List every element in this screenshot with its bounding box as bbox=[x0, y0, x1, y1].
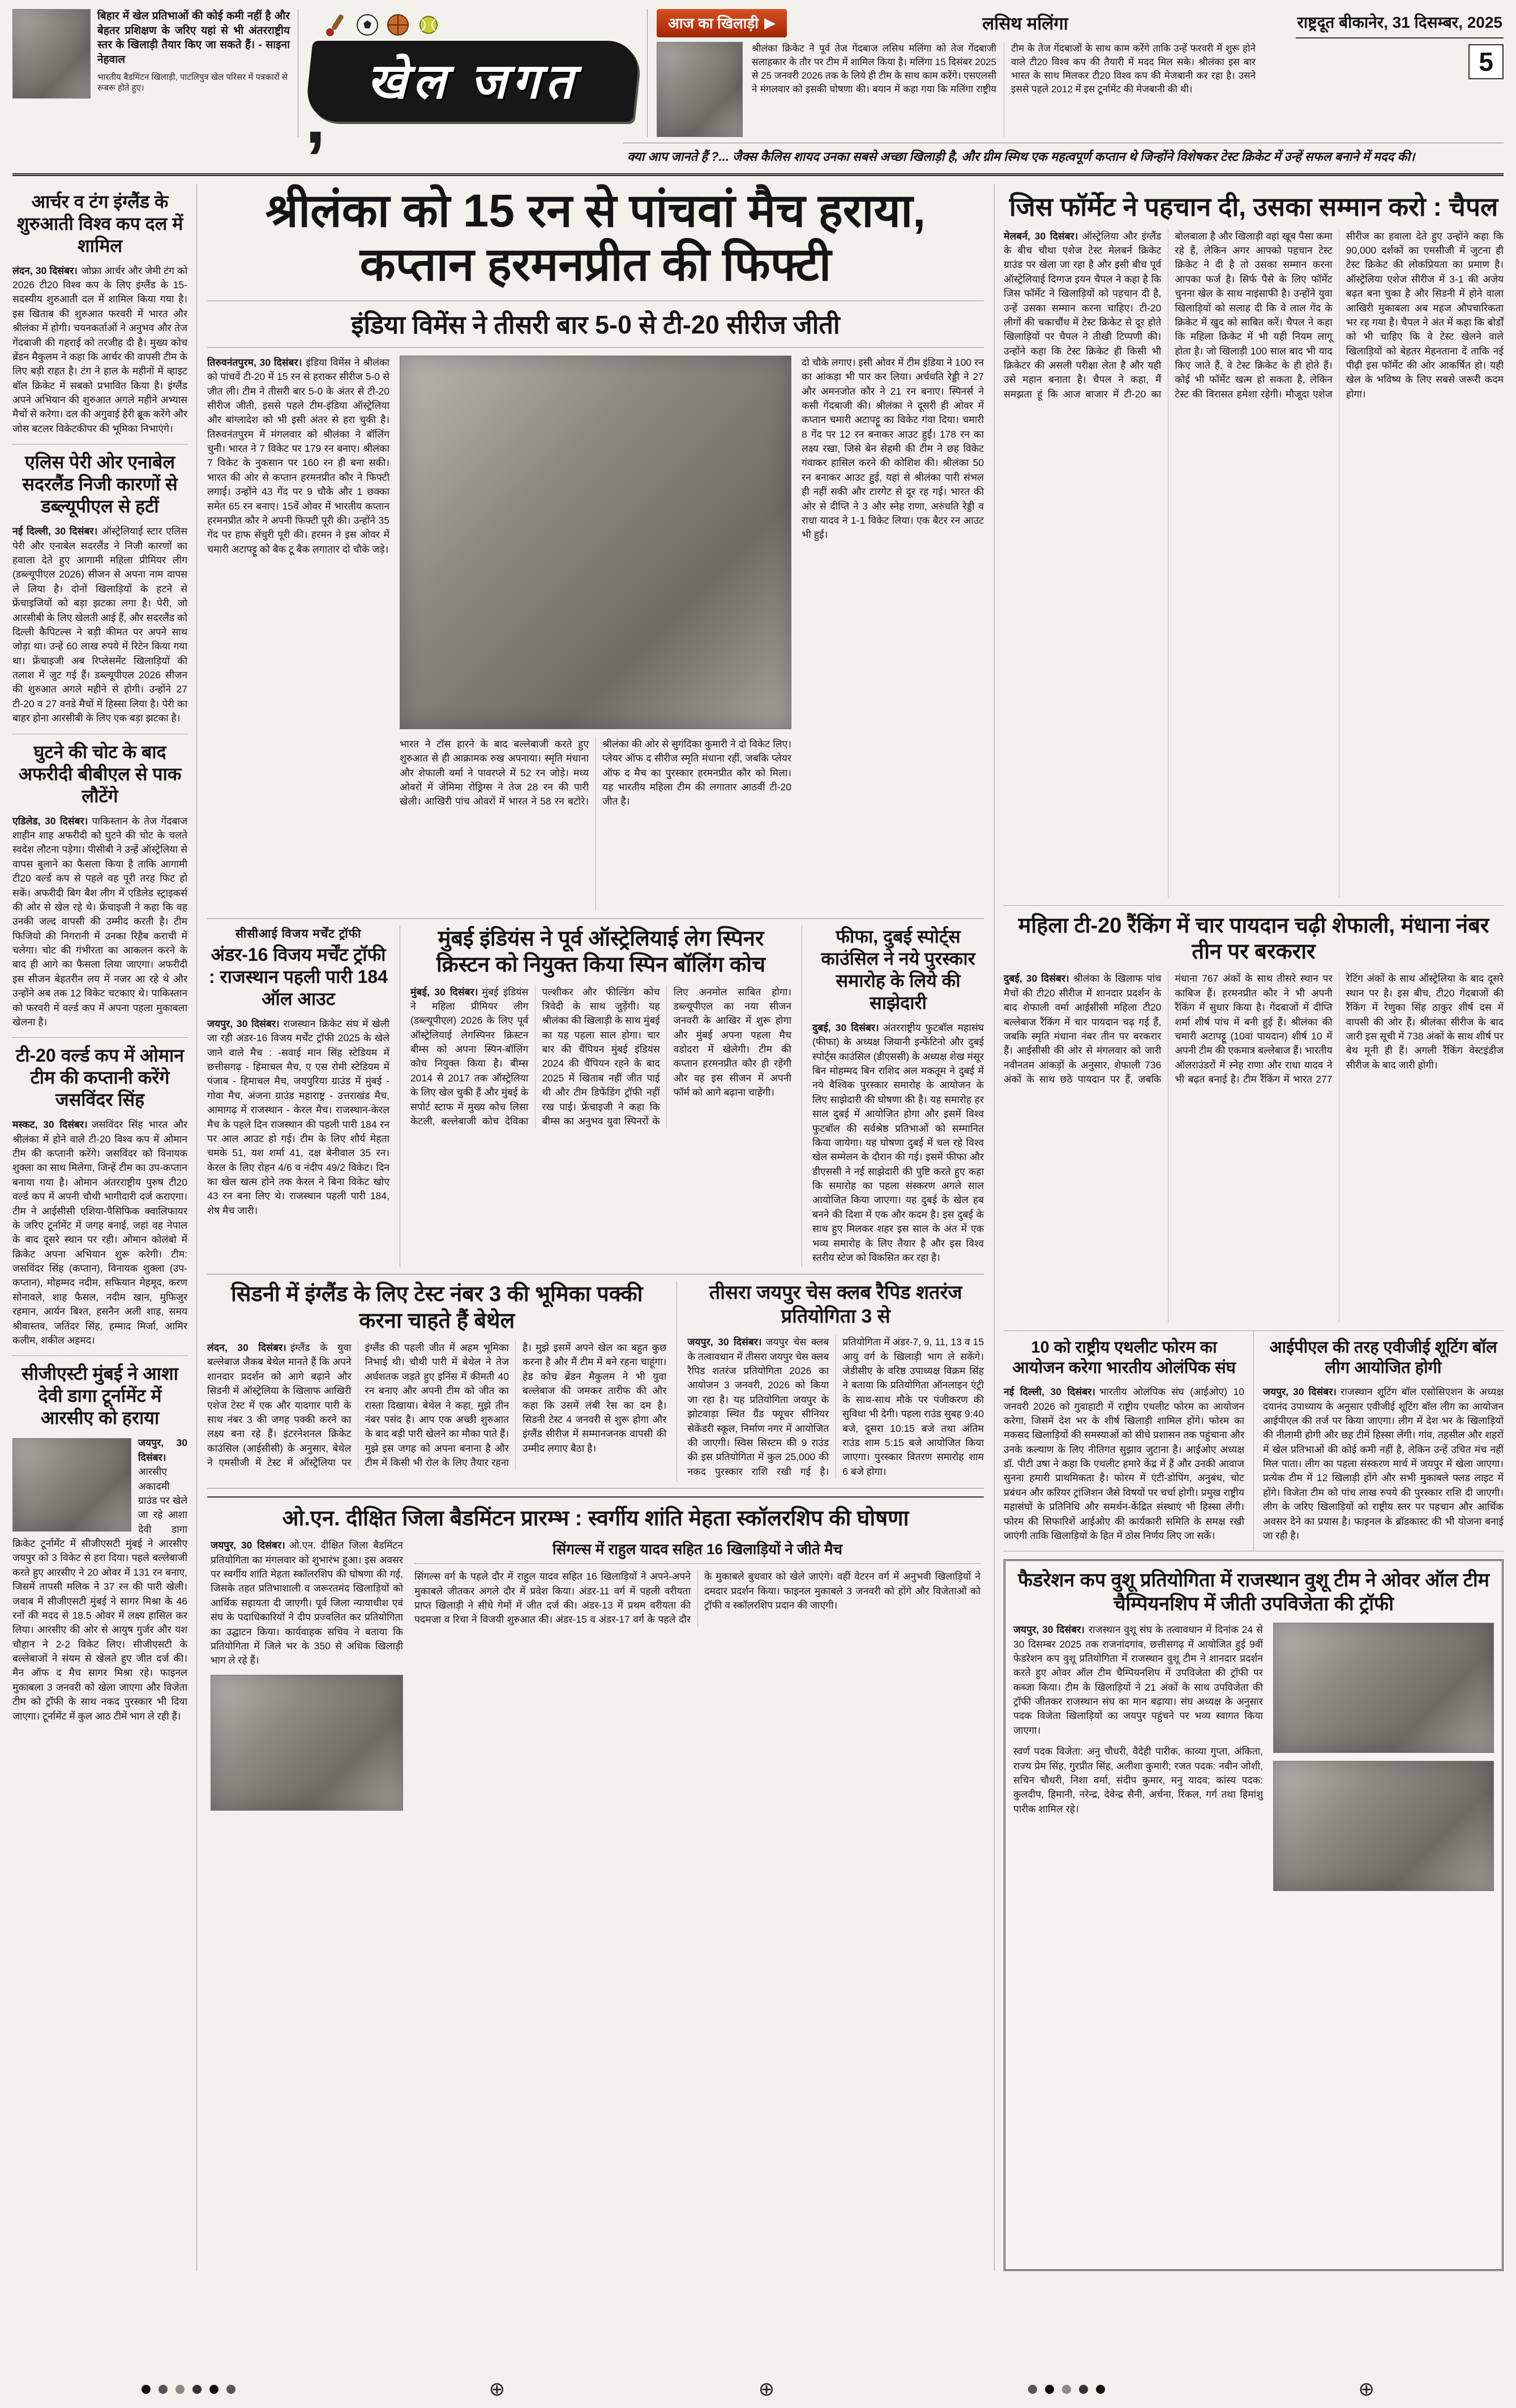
article-shooting-ball-league bbox=[1253, 1331, 1504, 1551]
article-subhead: सिंगल्स में राहुल यादव सहित 16 खिलाड़ियों ने जीते मैच bbox=[414, 1538, 980, 1564]
basketball-icon bbox=[386, 12, 410, 37]
football-icon bbox=[355, 12, 380, 37]
medal-winners-list: स्वर्ण पदक विजेता: अनु चौधरी, वैदेही पारीक, काव्या गुप्ता, अंकिता, राज्य प्रेम सिंह, गुरप्रीत सिंह, अलीशा कुमारी; रजत पदक: नवीन जोशी, सचिन चौधरी, निशा वर्मा, संदीप कुमार, मनु यादव; कांस्य पदक: कुलदीप, हिमानी, नरेन्द्र, देवेन्द्र सैनी, अर्चना, रिंकल, गर्ग तथा हिमांशु पारीक शामिल रहे। bbox=[1013, 1746, 1263, 1815]
article-mumbai-indians bbox=[400, 926, 791, 1268]
wushu-team-photo-1 bbox=[1273, 1623, 1494, 1753]
dateline: मेलबर्न, 30 दिसंबर। bbox=[1004, 230, 1078, 242]
article-title: आईपीएल की तरह एवीजीई शूटिंग बॉल लीग आयोजित होगी bbox=[1269, 1338, 1497, 1377]
article-title: सीजीएस्टी मुंबई ने आशा देवी डागा टूर्नामेंट में आरसीए को हराया bbox=[22, 1363, 178, 1428]
center-column bbox=[207, 184, 984, 2271]
page-number: 5 bbox=[1468, 44, 1504, 79]
article-fifa-dubai bbox=[802, 926, 984, 1268]
article-title: ओ.एन. दीक्षित जिला बैडमिंटन प्रारम्भ : स्वर्गीय शांति मेहता स्कॉलरशिप की घोषणा bbox=[282, 1507, 909, 1530]
dateline: जयपुर, 30 दिसंबर। bbox=[1263, 1386, 1337, 1398]
article-body: जोफ्रा आर्चर और जेमी टंग को 2026 टी20 विश्व कप के लिए इंग्लैंड के 15-सदस्यीय शुरुआती दल में शामिल किया गया है। इस खिताब की शुरुआत फरवरी में भारत और श्रीलंका में होगी। चयनकर्ताओं ने अनुभव और तेज गेंदबाजी की गहराई को तरजीह दी है। मुख्य कोच ब्रेंडन मैकुलम ने कहा कि आर्चर की वापसी टीम के लिए बड़ी राहत है। टंग ने हाल के महीनों में व्हाइट बॉल क्रिकेट में सबको प्रभावित किया है। इंग्लैंड अपने अभियान की शुरुआत अगले महीने अभ्यास मैचों से करेगा। दल की अगुवाई हैरी ब्रूक करेंगे और जोस बटलर विकेटकीपर की भूमिका निभाएंगे। bbox=[12, 264, 188, 434]
registration-dot bbox=[175, 2385, 185, 2394]
dateline: नई दिल्ली, 30 दिसंबर। bbox=[1004, 1386, 1095, 1398]
article-body: अंतरराष्ट्रीय फुटबॉल महासंघ (फीफा) के अध्यक्ष जियानी इन्फेंटिनो और दुबई स्पोर्ट्स काउंसिल (डीएससी) के अध्यक्ष शेख मंसूर बिन मोहम्मद बिन राशिद अल मकतूम ने दुबई में नये वैश्विक पुरस्कार समारोह के आयोजन के लिए साझेदारी की घोषणा की है। यह समारोह हर साल दुबई में आयोजित होगा और इसमें विश्व फुटबॉल की सर्वश्रेष्ठ प्रतिभाओं को सम्मानित किया जायेगा। यह घोषणा दुबई में चल रहे विश्व खेल सम्मेलन के दौरान की गई। इसमें फीफा और डीएससी ने नई साझेदारी की पुष्टि करते हुए कहा कि समारोह का पहला संस्करण अगले साल आयोजित किया जाएगा। यह दुबई के खेल हब बनने की दिशा में एक और कदम है। इस दुबई के साथ हुए मिलकर शहर इस साल के अंत में एक भव्य समारोह के लिए तैयार है और इस विश्व स्तरीय स्टेज को विकसित कर रहा है। bbox=[812, 1021, 984, 1263]
registration-dot bbox=[209, 2385, 219, 2394]
arrow-icon: ▶ bbox=[764, 14, 776, 31]
main-story-photo bbox=[400, 356, 791, 729]
saina-quote-box bbox=[12, 9, 298, 137]
main-subheadline: इंडिया विमेंस ने तीसरी बार 5-0 से टी-20 सीरीज जीती bbox=[207, 301, 984, 348]
article-body-2: सिंगल्स वर्ग के पहले दौर में राहुल यादव सहित 16 खिलाड़ियों ने अपने-अपने मुकाबले जीतकर अगले दौर में प्रवेश किया। अंडर-11 वर्ग में पहली वरीयता प्राप्त खिलाड़ी ने सीधे गेमों में जीत दर्ज की। अंडर-13 में प्रथम वरीयता की पदमजा व रिचा ने विजयी शुरुआत की। अंडर-15 व अंडर-17 वर्ग के पहले दौर के मुकाबले बुधवार को खेले जाएंगे। वहीं वेटरन वर्ग में अनुभवी खिलाड़ियों ने दमदार प्रदर्शन किया। फाइनल मुकाबले 3 जनवरी को होंगे और विजेताओं को ट्रॉफी व स्कॉलरशिप प्रदान की जाएगी। bbox=[414, 1571, 980, 1626]
registration-mark: ⊕ bbox=[758, 2379, 775, 2400]
cricket-bat-ball-icon bbox=[324, 12, 349, 37]
registration-dot bbox=[1028, 2385, 1037, 2394]
main-content bbox=[0, 176, 1516, 2271]
article-womens-t20-ranking bbox=[1004, 906, 1504, 1332]
article-body: राजस्थान वुशू संघ के तत्वावधान में दिनांक 24 से 30 दिसम्बर 2025 तक राजनांदगांव, छत्तीसगढ़ में आयोजित हुई 9वीं फेडरेशन कप वुशू प्रतियोगिता में राजस्थान वुशू टीम ने शानदार प्रदर्शन करते हुए ओवर ऑल टीम चैम्पियनशिप में उपविजेता की ट्रॉफी पर कब्जा किया। टीम के खिलाड़ियों ने 21 अंकों के साथ उपविजेता की ट्रॉफी जीतकर राजस्थान संघ का मान बढ़ाया। संघ अध्यक्ष के अनुसार पदक विजेता खिलाड़ियों का जयपुर पहुंचने पर भव्य स्वागत किया जाएगा। bbox=[1013, 1624, 1263, 1736]
dateline: जयपुर, 30 दिसंबर। bbox=[138, 1437, 187, 1463]
edition-dateline: राष्ट्रदूत बीकानेर, 31 दिसम्बर, 2025 bbox=[1296, 9, 1504, 39]
saina-photo-caption: भारतीय बैडमिंटन खिलाड़ी, पाटलिपुत्र खेल परिसर में पत्रकारों से रूबरू होते हुए। bbox=[97, 72, 288, 93]
dateline: दुबई, 30 दिसंबर। bbox=[1004, 973, 1069, 985]
masthead-title: खेल जगत bbox=[367, 54, 579, 109]
player-of-the-day bbox=[647, 9, 1256, 137]
article-afridi bbox=[12, 734, 187, 1038]
registration-mark: ⊕ bbox=[489, 2379, 506, 2400]
registration-dot bbox=[1096, 2385, 1105, 2394]
article-body: पाकिस्तान के तेज गेंदबाज शाहीन शाह अफरीदी को घुटने की चोट के चलते स्वदेश लौटना पड़ेगा। पीसीबी ने उन्हें ऑस्ट्रेलिया से वापस बुलाने का फैसला किया है ताकि आगामी टी20 वर्ल्ड कप से पहले वह पूरी तरह फिट हो सकें। अफरीदी बिग बैश लीग में एडिलेड स्ट्राइकर्स की ओर से खेल रहे थे। फ्रेंचाइजी ने कहा कि वह उनकी जल्द वापसी की उम्मीद करती है। टीम फिजियो की निगरानी में उनका रिहैब कराची में चलेगा। चोट की गंभीरता का आकलन करने के बाद ही आगे का फैसला लिया जाएगा। अफरीदी इस सीजन बेहतरीन लय में नजर आ रहे थे और उन्होंने अब तक 12 विकेट चटकाए थे। पाकिस्तान को फरवरी में वर्ल्ड कप में अपना पहला मुकाबला खेलना है। bbox=[12, 815, 187, 1028]
saina-quote-text: बिहार में खेल प्रतिभाओं की कोई कमी नहीं है और बेहतर प्रशिक्षण के जरिए यहां से भी अंतरराष्ट्रीय स्तर के खिलाड़ी तैयार किए जा सकते हैं। - साइना नेहवाल bbox=[97, 10, 290, 66]
article-title: अंडर-16 विजय मर्चेंट ट्रॉफी : राजस्थान पहली पारी 184 ऑल आउट bbox=[208, 944, 388, 1009]
dateline: मुंबई, 30 दिसंबर। bbox=[410, 986, 478, 998]
article-title: फैडरेशन कप वुशू प्रतियोगिता में राजस्थान वुशू टीम ने ओवर ऑल टीम चैम्पियनशिप में जीती उपविजेता की ट्रॉफी bbox=[1018, 1569, 1489, 1615]
article-body: जयपुर चेस क्लब के तत्वावधान में तीसरा जयपुर चेस क्लब रैपिड शतरंज प्रतियोगिता 2026 का आयोजन 3 जनवरी, 2026 को किया जा रहा है। यह प्रतियोगिता जयपुर के झोटवाड़ा स्थित ग्रैंड फ्यूचर सीनियर सेकेंडरी स्कूल, निर्माण नगर में आयोजित की जाएगी। स्विस सिस्टम की 9 राउंड की इस प्रतियोगिता में कुल 25,000 की नकद पुरस्कार राशि रखी गई है। प्रतियोगिता में अंडर-7, 9, 11, 13 व 15 आयु वर्ग के खिलाड़ी भाग ले सकेंगे। जेडीसीए के वरिष्ठ उपाध्यक्ष विक्रम सिंह ने बताया कि प्रतियोगिता ऑनलाइन एंट्री के साथ-साथ मौके पर पंजीकरण की सुविधा भी देगी। पहला राउंड सुबह 9:40 बजे, दूसरा 10:15 बजे तथा अंतिम राउंड शाम 5:15 बजे आयोजित किया जाएगा। पुरस्कार वितरण समारोह शाम 6 बजे होगा। bbox=[687, 1336, 984, 1477]
registration-dot bbox=[142, 2385, 151, 2394]
masthead-banner bbox=[304, 41, 641, 122]
article-body: ओ.एन. दीक्षित जिला बैडमिंटन प्रतियोगिता का मंगलवार को शुभारंभ हुआ। इस अवसर पर स्वर्गीय शांति मेहता स्कॉलरशिप की घोषणा की गई, जिसके तहत प्रतिभाशाली व जरूरतमंद खिलाड़ियों को आर्थिक सहायता दी जाएगी। पूर्व जिला न्यायाधीश एवं संघ के पदाधिकारियों ने दीप प्रज्वलित कर प्रतियोगिता का उद्घाटन किया। कार्यवाहक सचिव ने बताया कि प्रतियोगिता में जिले भर के 350 से अधिक खिलाड़ी भाग ले रहे हैं। bbox=[211, 1539, 403, 1666]
player-of-day-label-text: आज का खिलाड़ी bbox=[668, 15, 759, 32]
did-you-know-strip: क्या आप जानते हैं ?... जैक्स कैलिस शायद उनका सबसे अच्छा खिलाड़ी है, और ग्रीम स्मिथ एक महत्वपूर्ण कप्तान थे जिन्होंने विशेषकर टेस्ट क्रिकेट में उन्हें सफल बनाने में मदद की। bbox=[623, 143, 1504, 169]
article-title: एलिस पेरी ओर एनाबेल सदरलैंड निजी कारणों से डब्ल्यूपीएल से हटीं bbox=[22, 452, 178, 517]
article-jaipur-chess bbox=[676, 1281, 984, 1481]
article-title: टी-20 वर्ल्ड कप में ओमान टीम की कप्तानी करेंगे जसविंदर सिंह bbox=[16, 1045, 184, 1110]
article-oman-captain bbox=[12, 1038, 187, 1356]
sports-icons bbox=[324, 12, 637, 37]
article-body: भारतीय ओलंपिक संघ (आईओए) 10 जनवरी 2026 को गुवाहाटी में राष्ट्रीय एथलीट फोरम का आयोजन करेगा, जिसमें देश भर के शीर्ष खिलाड़ी शामिल होंगे। फोरम का मकसद खिलाड़ियों की समस्याओं को सीधे प्रशासन तक पहुंचाना और उनके कल्याण के लिए नीतिगत सुझाव जुटाना है। आईओए अध्यक्ष डॉ. पीटी उषा ने कहा कि एथलीट हमारे केंद्र में हैं और उनकी आवाज सुनना हमारी प्राथमिकता है। फोरम में एंटी-डोपिंग, अनुबंध, चोट प्रबंधन और करियर ट्रांजिशन जैसे विषयों पर चर्चा होगी। प्रमुख राष्ट्रीय महासंघों के प्रतिनिधि और समर्थन-केंद्रित संस्थाएं भी हिस्सा लेंगी। फोरम की सिफारिशें आईओए की कार्यकारी समिति के समक्ष रखी जाएंगी ताकि खिलाड़ियों के हित में ठोस निर्णय लिए जा सकें। bbox=[1004, 1386, 1244, 1541]
left-column bbox=[12, 184, 197, 2271]
registration-dot bbox=[192, 2385, 202, 2394]
wushu-team-photo-2 bbox=[1273, 1761, 1494, 1891]
edition-meta bbox=[1266, 9, 1504, 137]
article-title: 10 को राष्ट्रीय एथलीट फोरम का आयोजन करेगा भारतीय ओलंपिक संघ bbox=[1012, 1338, 1236, 1377]
main-story-body-right: दो चौके लगाए। इसी ओवर में टीम इंडिया ने 100 रन का आंकड़ा भी पार कर लिया। अर्चधति रेड्डी ने 27 और अमनजोत कौर ने 21 रन बनाए। स्पिनर्स ने कसी गेंदबाजी की। श्रीलंका ने दूसरी ही ओवर में कप्तान चमारी अटापट्टू का विकेट गंवा दिया। चमारी 8 गेंद पर 12 रन बनाकर आउट हुईं। 178 रन का लक्ष्य रखा, जिसे बेन सेहमी की टीम ने छह विकेट गंवाकर हासिल करने की कोशिश की। श्रीलंका 50 रन बनाकर आउट हुई, यहां से श्रीलंका पारी संभल ही नहीं सकी और टारगेट से दूर रह गई। भारत की ओर से दीप्ति ने 3 और स्नेह राणा, अरुंधति रेड्डी व राधा यादव ने 1-1 विकेट लिया। एक बैटर रन आउट भी हुई। bbox=[802, 356, 984, 541]
dateline: लंदन, 30 दिसंबर। bbox=[207, 1342, 286, 1354]
article-perry-sutherland bbox=[12, 444, 187, 734]
right-row-3 bbox=[1004, 1331, 1504, 1551]
dateline: लंदन, 30 दिसंबर। bbox=[12, 264, 78, 276]
article-chappell bbox=[1004, 184, 1504, 906]
article-body: आरसीए अकादमी ग्राउंड पर खेले जा रहे आशा देवी डागा क्रिकेट टूर्नामेंट में सीजीएसटी मुंबई ने आरसीए जयपुर को 3 विकेट से हरा दिया। पहले बल्लेबाजी करते हुए आरसीए ने 20 ओवर में 131 रन बनाए, जिसमें तापसी मलिक ने 37 रन की पारी खेली। जवाब में सीजीएसटी मुंबई ने सागर मिश्रा के 46 रनों की मदद से 18.5 ओवर में लक्ष्य हासिल कर लिया। आरसीए की ओर से आयुष गुर्जर और यश चौहान ने 2-2 विकेट लिए। सीजीएसटी के बल्लेबाजों ने संयम से खेलते हुए जीत दर्ज की। मैन ऑफ द मैच सागर मिश्रा रहे। फाइनल मुकाबला 3 जनवरी को खेला जाएगा और विजेता टीम को ट्रॉफी के साथ नकद पुरस्कार भी दिया जाएगा। टूर्नामेंट में कुल आठ टीमें भाग ले रही हैं। bbox=[12, 1466, 187, 1722]
registration-dot bbox=[226, 2385, 235, 2394]
masthead-comma-graphic: , bbox=[305, 76, 326, 159]
article-title: घुटने की चोट के बाद अफरीदी बीबीएल से पाक लौटेंगे bbox=[18, 741, 182, 806]
registration-mark: ⊕ bbox=[1358, 2379, 1374, 2400]
dateline: जयपुर, 30 दिसंबर। bbox=[207, 1017, 280, 1029]
player-name: लसिथ मलिंगा bbox=[982, 14, 1068, 33]
right-column bbox=[994, 184, 1504, 2271]
dateline: मस्कट, 30 दिसंबर। bbox=[12, 1119, 88, 1131]
dateline: दुबई, 30 दिसंबर। bbox=[812, 1021, 879, 1033]
article-body: इंग्लैंड के युवा बल्लेबाज जैकब बेथेल मानते हैं कि अपने शानदार प्रदर्शन को आगे बढ़ाने और सिडनी में ऑस्ट्रेलिया के खिलाफ आखिरी एशेज टेस्ट में एक और यादगार पारी के साथ नंबर 3 की जगह पक्की करने का लक्ष्य बना रहे हैं। इंटरनेशनल क्रिकेट काउंसिल (आईसीसी) के अनुसार, बेथेल ने एमसीजी में टेस्ट में ऑस्ट्रेलिया पर इंग्लैंड की पहली जीत में अहम भूमिका निभाई थी। चौथी पारी में बेथेल ने तेज अर्धशतक जड़ते हुए इनिंस में कीमती 40 रन बनाए और अपनी टीम को जीत का रास्ता दिखाया। बेथेल ने कहा, मुझे तीन नंबर पसंद है। आप एक अच्छी शुरुआत के बाद बड़ी पारी खेलने का मौका पाते हैं। मुझे इस जगह को अपना बनाना है और टीम में किसी भी रोल के लिए तैयार रहना है। मुझे इसमें अपने खेल का बहुत कुछ करना है और मैं टीम में बने रहना चाहूंगा। हेड कोच ब्रेंडन मैकुलम ने भी युवा बल्लेबाज की जमकर तारीफ की और कहा कि उसमें लंबी रेस का दम है। सिडनी टेस्ट 4 जनवरी से शुरू होगा और इंग्लैंड सीरीज में सम्मानजनक वापसी की उम्मीद लगाए बैठा है। bbox=[207, 1342, 667, 1469]
masthead bbox=[305, 9, 637, 159]
registration-dots-left bbox=[142, 2385, 235, 2394]
registration-dot bbox=[1045, 2385, 1054, 2394]
article-body: राजस्थान शूटिंग बॉल एसोसिएशन के अध्यक्ष दयानंद उपाध्याय के अनुसार एवीजीई शूटिंग बॉल लीग का आयोजन आईपीएल की तर्ज पर किया जाएगा। लीग में देश भर के खिलाड़ियों की नीलामी होगी और छह टीमें हिस्सा लेंगी। गांव, तहसील और शहरों में खेल प्रतिभाओं की कोई कमी नहीं है, लेकिन उन्हें उचित मंच नहीं मिल पाता। लीग का पहला संस्करण मार्च में जयपुर में खेला जाएगा। प्रत्येक टीम में 12 खिलाड़ी होंगे और सभी मुकाबले फ्लड लाइट में होंगे। विजेता टीम को पांच लाख रुपये की पुरस्कार राशि दी जाएगी। लीग के जरिए खिलाड़ियों को राष्ट्रीय स्तर पर पहचान और आर्थिक अवसर देने का प्रयास है। फाइनल के ब्रॉडकास्ट की भी योजना बनाई जा रही है। bbox=[1263, 1386, 1504, 1541]
article-body: ऑस्ट्रेलियाई स्टार एलिस पेरी और एनाबेल सदरलैंड ने निजी कारणों का हवाला देते हुए आगामी महिला प्रीमियर लीग (डब्ल्यूपीएल 2026) सीजन से अपना नाम वापस ले लिया है। दोनों खिलाड़ियों के हटने से फ्रेंचाइजियों को बड़ा झटका लगा है। पेरी, जो आरसीबी के लिए खेलती आई हैं, और सदरलैंड को दिल्ली कैपिटल्स ने बड़ी कीमत पर अपने साथ जोड़ा था। उन्हें 60 लाख रुपये में रिटेन किया गया था। फ्रेंचाइजी अब रिप्लेसमेंट खिलाड़ियों की तलाश में जुट गई हैं। डब्ल्यूपीएल 2026 सीजन की शुरुआत अगले महीने से होगी। उन्होंने 27 टी-20 व 27 वनडे मैचों में हिस्सा लिया है। पेरी का बाहर होना आरसीबी के लिए एक बड़ा झटका है। bbox=[12, 525, 187, 724]
article-under16-trophy bbox=[207, 926, 389, 1268]
article-athlete-forum bbox=[1004, 1331, 1244, 1551]
main-story-body-bottom: भारत ने टॉस हारने के बाद बल्लेबाजी करते हुए शुरुआत से ही आक्रामक रुख अपनाया। स्मृति मंधाना और शेफाली वर्मा ने पावरप्ले में 52 रन जोड़े। मध्य ओवरों में जेमिमा रोड्रिग्स ने तेज 28 रन की पारी खेली। आखिरी पांच ओवरों में भारत ने 58 रन बटोरे। श्रीलंका की ओर से सुगंदिका कुमारी ने दो विकेट लिए। प्लेयर ऑफ द सीरीज स्मृति मंधाना रहीं, जबकि प्लेयर ऑफ द मैच का पुरस्कार हरमनप्रीत कौर को मिला। यह भारतीय महिला टीम की लगातार आठवीं टी-20 जीत है। bbox=[400, 738, 791, 807]
article-body: जसविंदर सिंह भारत और श्रीलंका में होने वाले टी-20 विश्व कप में ओमान टीम की कप्तानी करेंगे। जसविंदर को विनायक शुक्ला का साथ मिलेगा, जिन्हें टीम का उप-कप्तान बनाया गया है। ओमान अंतरराष्ट्रीय पुरुष टी20 वर्ल्ड कप में अपनी चौथी भागीदारी दर्ज कराएगा। टीम ने आईसीसी एशिया-पैसिफिक क्वालिफायर के जरिए टूर्नामेंट में जगह बनाई, जहां वह नेपाल के बाद दूसरे स्थान पर रही। ओमान कोलंबो में क्रिकेट अपना अभियान शुरू करेगी। टीम: जसविंदर सिंह (कप्तान), विनायक शुक्ला (उप-कप्तान), मोहम्मद नदीम, सफियान मेहमूद, करण सोनावले, शाह फैसल, नदीम खान, मुफिजुर रहमान, आर्यन बिश्त, हसनैन अली शाह, समय श्रीवास्तव, जतिंदर सिंह, हम्माद मिर्जा, आमिर कलीम, शकील अहमद। bbox=[12, 1119, 188, 1346]
player-of-day-text: श्रीलंका क्रिकेट ने पूर्व तेज गेंदबाज लसिथ मलिंगा को तेज गेंदबाजी सलाहकार के तौर पर टीम में शामिल किया है। मलिंगा 15 दिसंबर 2025 से 25 जनवरी 2026 तक के लिये ही टीम के साथ काम करेंगे। एसएलसी ने मंगलवार को इसकी घोषणा की। बयान में कहा गया कि मलिंगा राष्ट्रीय टीम के तेज गेंदबाजों के साथ काम करेंगे ताकि उन्हें फरवरी में शुरू होने वाले टी20 विश्व कप की तैयारी में मदद मिल सके। श्रीलंका इस बार भारत के साथ मिलकर टी20 विश्व कप की मेजबानी कर रहा है। उसने इससे पहले 2012 में इस टूर्नामेंट की मेजबानी की थी। bbox=[752, 43, 1256, 95]
article-title: सिडनी में इंग्लैंड के लिए टेस्ट नंबर 3 की भूमिका पक्की करना चाहते हैं बेथेल bbox=[230, 1282, 643, 1333]
article-wushu bbox=[1004, 1559, 1504, 2270]
registration-dot bbox=[1079, 2385, 1088, 2394]
article-title: जिस फॉर्मेट ने पहचान दी, उसका सम्मान करो : चैपल bbox=[1009, 191, 1498, 221]
article-title: आर्चर व टंग इंग्लैंड के शुरुआती विश्व कप दल में शामिल bbox=[16, 191, 183, 256]
saina-photo bbox=[12, 9, 91, 99]
dateline: तिरुवनंतपुरम, 30 दिसंबर। bbox=[207, 356, 302, 368]
article-kicker: सीसीआई विजय मर्चेंट ट्रॉफी bbox=[235, 927, 362, 940]
article-cgst-mumbai bbox=[12, 1356, 187, 2270]
dateline: एडिलेड, 30 दिसंबर। bbox=[12, 815, 88, 827]
main-headline: श्रीलंका को 15 रन से पांचवां मैच हराया, कप्तान हरमनप्रीत की फिफ्टी bbox=[265, 185, 926, 290]
print-footer bbox=[0, 2380, 1516, 2399]
badminton-inauguration-photo bbox=[211, 1675, 403, 1811]
main-story-body-left: इंडिया विमेंस ने श्रीलंका को पांचवें टी-20 में 15 रन से हराकर सीरीज 5-0 से जीत ली। टीम ने तीसरी बार 5-0 के अंतर से टी-20 सीरीज जीती, इससे पहले टीम-इंडिया ऑस्ट्रेलिया और बांग्लादेश को भी इसी अंतर से हरा चुकी है। तिरुवनंतपुरम में मंगलवार को श्रीलंका ने बॉलिंग चुनी। भारत ने 7 विकेट पर 179 रन बनाए। श्रीलंका 7 विकेट के नुकसान पर 160 रन ही बना सकी। भारत की ओर से कप्तान हरमनप्रीत कौर ने फिफ्टी लगाई। उन्होंने 43 गेंद पर 9 चौके और 1 छक्का समेत 65 रन बनाए। 15वें ओवर में भारतीय कप्तान हरमनप्रीत कौर ने अपनी फिफ्टी पूरी की। उन्होंने 35 गेंद पर हाफ सेंचुरी पूरी की। हरमन ने इस ओवर में चमारी अटापट्टू को बैक टू बैक लगातार दो चौके जड़े। bbox=[207, 356, 389, 555]
registration-dots-right bbox=[1028, 2385, 1105, 2394]
registration-dot bbox=[1062, 2385, 1071, 2394]
article-main-story bbox=[207, 184, 984, 919]
article-bethell bbox=[207, 1281, 666, 1481]
article-title: फीफा, दुबई स्पोर्ट्स काउंसिल ने नये पुरस्कार समारोह के लिये की साझेदारी bbox=[821, 926, 975, 1013]
center-row-2 bbox=[207, 919, 984, 1275]
article-body: ऑस्ट्रेलिया और इंग्लैंड के बीच चौथा एशेज टेस्ट मेलबर्न क्रिकेट ग्राउंड पर खेला जा रहा है और इसी बीच पूर्व ऑस्ट्रेलियाई दिग्गज इयन चैपल ने कहा है कि जिस फॉर्मेट ने खिलाड़ियों को पहचान दी है, उन्हें उसका सम्मान करना चाहिए। टी-20 लीगों की चकाचौंध में टेस्ट क्रिकेट से दूर होते खिलाड़ियों पर चैपल ने तीखी टिप्पणी की। उन्होंने कहा कि टेस्ट क्रिकेट ही किसी भी क्रिकेटर की असली परीक्षा लेता है और यही उसे महान बनाता है। चैपल ने कहा, मैं समझता हूं कि आज बाजार में टी-20 का बोलबाला है और खिलाड़ी वहां खूब पैसा कमा रहे हैं, लेकिन अगर आपको पहचान टेस्ट क्रिकेट ने दी है तो उसका सम्मान करना आपका फर्ज है। सिर्फ पैसे के लिए फॉर्मेट चुनना खेल के साथ नाइंसाफी है। उन्होंने युवा खिलाड़ियों को सलाह दी कि वे लाल गेंद के क्रिकेट में खुद को साबित करें। चैपल ने कहा कि महिला क्रिकेट में भी यही नियम लागू होता है। जो खिलाड़ी 100 साल बाद भी याद किए जाते हैं, वे टेस्ट क्रिकेट के ही होते हैं। कोई भी फॉर्मेट खत्म हो सकता है, लेकिन टेस्ट की विरासत हमेशा रहेगी। मौजूदा एशेज सीरीज का हवाला देते हुए उन्होंने कहा कि 90,000 दर्शकों का एमसीजी में जुटना ही टेस्ट क्रिकेट की लोकप्रियता का प्रमाण है। ऑस्ट्रेलिया एशेज सीरीज में 3-1 की अजेय बढ़त बना चुका है और सिडनी में होने वाला आखिरी मुकाबला अब महज औपचारिकता भर रह गया है। चैपल ने अंत में कहा कि बोर्डों को भी चाहिए कि वे टेस्ट खेलने वाले खिलाड़ियों को बेहतर मेहनताना दें ताकि नई पीढ़ी इस फॉर्मेट की ओर आकर्षित हो। यही खेल के भविष्य के लिए सबसे जरूरी कदम होगा। bbox=[1004, 230, 1504, 400]
player-of-day-label bbox=[657, 9, 787, 37]
center-row-3 bbox=[207, 1274, 984, 1489]
malinga-photo bbox=[657, 42, 743, 137]
dateline: जयपुर, 30 दिसंबर। bbox=[687, 1336, 762, 1348]
cgst-match-photo bbox=[12, 1438, 131, 1532]
dateline: जयपुर, 30 दिसंबर। bbox=[211, 1539, 285, 1551]
article-body: मुंबई इंडियंस ने महिला प्रीमियर लीग (डब्ल्यूपीएल) 2026 के लिए पूर्व ऑस्ट्रेलियाई लेगस्पिनर क्रिस्टन बीम्स को अपना स्पिन-बॉलिंग कोच नियुक्त किया है। बीम्स 2014 से 2017 तक ऑस्ट्रेलिया के लिए खेल चुकी हैं और मुंबई के सपोर्ट स्टाफ में मुख्य कोच लिसा केटली, बल्लेबाजी कोच देविका पल्शीकर और फील्डिंग कोच त्रिवेदी के साथ जुड़ेंगी। यह श्रीलंका की खिलाड़ी के साथ मुंबई का यह पहला साल होगा। चार बार की चैंपियन मुंबई इंडियंस 2024 की चैंपियन रहने के बाद 2025 में खिताब नहीं जीत पाई थी और टीम डिफेंडिंग ट्रॉफी नहीं रख पाई। फ्रेंचाइजी ने कहा कि बीम्स का अनुभव युवा स्पिनरों के लिए अनमोल साबित होगा। डब्ल्यूपीएल का नया सीजन जनवरी के आखिर में शुरू होगा और मुंबई अपना पहला मैच वडोदरा में खेलेगी। टीम की कप्तान हरमनप्रीत कौर ही रहेंगी और वह इस सीजन में अपनी फॉर्म को आगे बढ़ाना चाहेंगी। bbox=[410, 986, 791, 1127]
tennis-ball-icon bbox=[416, 12, 441, 37]
dateline: जयपुर, 30 दिसंबर। bbox=[1013, 1624, 1085, 1636]
article-title: महिला टी-20 रैंकिंग में चार पायदान चढ़ी शेफाली, मंधाना नंबर तीन पर बरकरार bbox=[1018, 913, 1489, 964]
registration-dot bbox=[159, 2385, 168, 2394]
article-badminton bbox=[207, 1496, 984, 2271]
article-archer-tung bbox=[12, 184, 187, 445]
article-body: राजस्थान क्रिकेट संघ में खेली जा रही अंडर-16 विजय मर्चेंट ट्रॉफी 2025 के खेले जाने वाले मैच : -सवाई मान सिंह स्टेडियम में छत्तीसगढ़ - हिमाचल मैच, ए एस रोमी स्टेडियम में पंजाब - हिमाचल मैच, जयपुरिया ग्राउंड में मुंबई - गोवा मैच, अंजना ग्राउंड महाराष्ट्र - उत्तराखंड मैच, आमागढ़ में राजस्थान - केरल मैच। राजस्थान-केरल मैच के पहले दिन राजस्थान की पहली पारी 184 रन पर आल आउट हो गई। टीम के लिए शौर्य मेहता चमके 51, यश शर्मा 41, दक्ष बेनीवाल 35 रन। केरल के लिए रोहन 4/6 व नंदीप 49/2 विकेट। दिन का खेल खत्म होने तक केरल ने बिना विकेट खोए 43 रन बना लिए थे। राजस्थान पहली पारी 184, शेष मैच जारी। bbox=[207, 1017, 389, 1216]
article-title: मुंबई इंडियंस ने पूर्व ऑस्ट्रेलियाई लेग स्पिनर क्रिस्टन को नियुक्त किया स्पिन बॉलिंग कोच bbox=[436, 926, 766, 977]
article-body: श्रीलंका के खिलाफ पांच मैचों की टी20 सीरीज में शानदार प्रदर्शन के बाद शेफाली वर्मा आईसीसी महिला टी20 बल्लेबाज रैंकिंग में चार पायदान चढ़ गई हैं, जबकि स्मृति मंधाना नंबर तीन पर बरकरार हैं। आईसीसी की ओर से मंगलवार को जारी नवीनतम आंकड़ों के अनुसार, शेफाली 736 अंकों के साथ छठे पायदान पर हैं, जबकि मंधाना 767 अंकों के साथ तीसरे स्थान पर काबिज हैं। हरमनप्रीत कौर ने भी अपनी रैंकिंग में सुधार किया है। गेंदबाजों में दीप्ति शर्मा शीर्ष पांच में बनी हुई हैं। श्रीलंका की चमारी अटापट्टू (10वां पायदान) शीर्ष 10 में अपनी टीम की एकमात्र बल्लेबाज हैं। भारतीय ऑलराउंडरों में स्नेह राणा और राधा यादव ने भी बढ़त बनाई है। टीम रैंकिंग में भारत 277 रेटिंग अंकों के साथ ऑस्ट्रेलिया के बाद दूसरे स्थान पर है। इस बीच, टी20 गेंदबाजों की रैंकिंग में रेणुका सिंह ठाकुर शीर्ष दस में वापसी की ओर हैं। श्रीलंका सीरीज के बाद जारी इस सूची में 738 अंकों के साथ शीर्ष पर बेथ मूनी ही हैं। अगली रैंकिंग वेस्टइंडीज सीरीज के बाद जारी होगी। bbox=[1004, 973, 1504, 1085]
article-title: तीसरा जयपुर चेस क्लब रैपिड शतरंज प्रतियोगिता 3 से bbox=[709, 1282, 962, 1327]
dateline: नई दिल्ली, 30 दिसंबर। bbox=[12, 525, 98, 537]
